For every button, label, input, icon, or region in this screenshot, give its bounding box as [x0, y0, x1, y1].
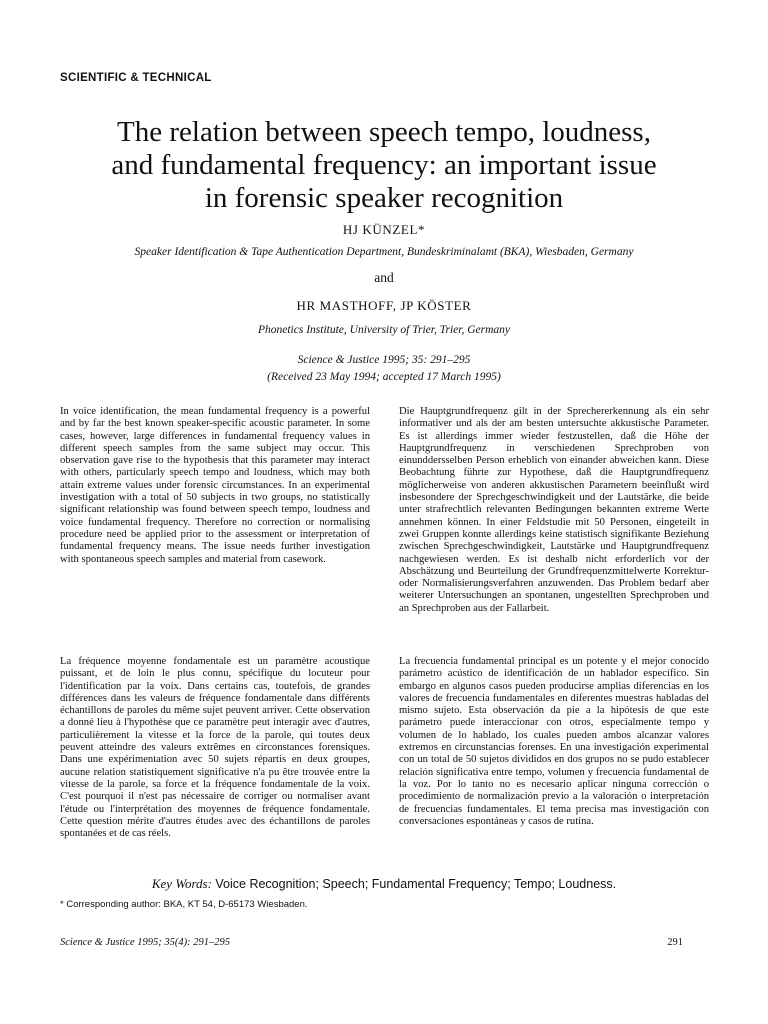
- affiliation-secondary: Phonetics Institute, University of Trier, Trier, Germany: [257, 324, 511, 336]
- abstract-french: La fréquence moyenne fondamentale est un paramètre acoustique puissant, et de loin le plus connu, spécifique du locuteur pour l'identification par la voix. Dans certains cas, toutefois, de grandes différences dans les valeurs de fréquence fondamentale dans différents échantillons de paroles du même sujet peuvent arriver. Cette observation a donné lieu à l'hypothèse que ce paramètre peut interagir avec d'autres, particulièrement la vitesse et la force de la parole, qui toutes deux peuvent atteindre des valeurs extrêmes en circonstances forensiques. Dans une expérimentation avec 50 sujets répartis en deux groupes, aucune relation statistiquement significative n'a pu être trouvée entre la vitesse de la parole, sa force et la fréquence fondamentale de la voix. C'est pourquoi il n'est pas nécessaire de corriger ou normaliser avant l'étude ou l'interprétation des moyennes de fréquence fondamentale. Cette question mérite d'autres études avec des échantillons de paroles spontanées et de cas réels.: [60, 656, 370, 840]
- title-line-3: in forensic speaker recognition: [204, 182, 564, 214]
- page-number: 291: [667, 937, 683, 948]
- affiliation-primary: Speaker Identification & Tape Authentication Department, Bundeskriminalamt (BKA), Wiesbaden, Germany: [134, 246, 634, 258]
- article-title: [40, 116, 728, 215]
- abstract-english: In voice identification, the mean fundamental frequency is a powerful and by far the best known speaker-specific acoustic parameter. In some cases, however, large differences in fundamental frequency values in different speech samples from the same subject may occur. This observation gave rise to the hypothesis that this parameter may interact with others, particularly speech tempo and loudness, which may both attain extreme values under forensic circumstances. In an experimental investigation with a total of 50 subjects in two groups, no statistically significant relationship was found between speech tempo, loudness and voice fundamental frequency. Therefore no correction or normalising procedure need be applied prior to the assessment or interpretation of fundamental frequency means. The issue needs further investigation with spontaneous speech samples and material from casework.: [60, 406, 370, 565]
- section-label: SCIENTIFIC & TECHNICAL: [60, 72, 212, 84]
- abstract-german: Die Hauptgrundfrequenz gilt in der Sprechererkennung als ein sehr informativer und als der am besten untersuchte akkustische Parameter. Es ist allerdings immer wieder festzustellen, daß die Höhe der Hauptgrundfrequenz in verschiedenen Sprechproben von einunddersselben Person erheblich von einander abweichen kann. Diese Beobachtung führte zur Hypothese, daß die Hauptgrundfrequenz möglicherweise von anderen akkustischen Parametern beeinflußt wird insbesondere der Sprechgeschwindigkeit und der Lautstärke, die beide unter strafrechtlich relevanten Bedingungen bekannten extreme Werte annehmen können. In einer Feldstudie mit 50 Personen, eingeteilt in zwei Gruppen konnte allerdings keine statistisch signifikante Beziehung zwischen Sprechgeschwindigkeit, Lautstärke und Hauptgrundfrequenz nachgewiesen werden. Es ist deshalb nicht erforderlich vor der Abschätzung und Beurteilung der Grundfrequenzmittelwerte Korrektur- oder Normalisierungsverfahren anzuwenden. Das Problem bedarf aber weiterer Untersuchungen an spontanen, ungestellten Sprechproben und an Sprechproben aus der Fallarbeit.: [399, 406, 709, 614]
- abstract-spanish: La frecuencia fundamental principal es un potente y el mejor conocido parámetro acústico de identificación de un hablador específico. Sin embargo en algunos casos pueden producirse amplias diferencias en los valores de frecuencia fundamentales en diferentes muestras habladas del mismo sujeto. Esta observación da pie a la hipótesis de que este parámetro puede interaccionar con otros, especialmente tempo y volumen de lo hablado, los cuales pueden ambos alcanzar valores extremos en circunstancias forenses. En una investigación experimental con un total de 50 sujetos divididos en dos grupos no se pudo establecer relación significativa entre tempo, volumen y frecuencia fundamental de la voz. Por lo tanto no es necesario aplicar ninguna corrección o procedimiento de normalización previo a la valoración o interpretación de frecuencias fundamentales. El tema precisa mas investigación con conversaciones espontáneas y casos de rutina.: [399, 656, 709, 827]
- citation-dates: (Received 23 May 1994; accepted 17 March 1995): [267, 371, 501, 383]
- corresponding-author-footnote: * Corresponding author: BKA, KT 54, D-65173 Wiesbaden.: [60, 899, 308, 910]
- keywords-list: Voice Recognition; Speech; Fundamental Frequency; Tempo; Loudness.: [215, 877, 617, 891]
- footer-citation: Science & Justice 1995; 35(4): 291–295: [60, 937, 230, 948]
- keywords: [40, 876, 728, 892]
- title-line-1: The relation between speech tempo, loudness,: [117, 116, 651, 148]
- author-secondary: HR MASTHOFF, JP KÖSTER: [296, 298, 472, 313]
- keywords-label: Key Words:: [151, 876, 212, 891]
- citation-journal: Science & Justice 1995; 35: 291–295: [297, 354, 471, 366]
- title-line-2: and fundamental frequency: an important issue: [111, 149, 657, 181]
- author-conjunction: and: [374, 270, 394, 285]
- citation-block: [40, 352, 728, 386]
- author-primary: HJ KÜNZEL*: [342, 222, 426, 237]
